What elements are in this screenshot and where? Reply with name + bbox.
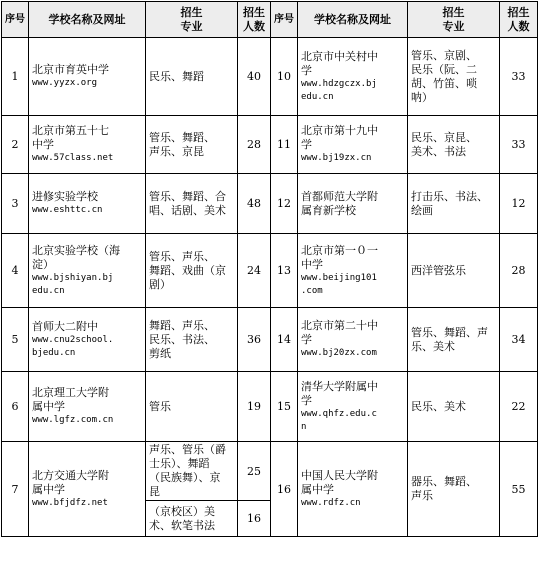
row-number: 2: [2, 116, 29, 174]
school-name-line: 北京理工大学附: [32, 386, 109, 399]
school-url-line: www.rdfz.cn: [301, 497, 361, 508]
count-cell: 33: [500, 116, 538, 174]
count-cell: 19: [238, 372, 271, 442]
school-url-line: www.hdzgczx.bj: [301, 78, 377, 89]
school-name-line: 进修实验学校: [32, 190, 98, 203]
row-number: 3: [2, 174, 29, 234]
major-line: 西洋管弦乐: [411, 263, 466, 277]
row-number: 11: [271, 116, 298, 174]
header-count: [238, 2, 271, 38]
count-cell: 24: [238, 234, 271, 308]
major-cell: [408, 234, 500, 308]
count-cell: 40: [238, 38, 271, 116]
count-cell: 28: [500, 234, 538, 308]
school-name-line: 属育新学校: [301, 203, 356, 217]
school-name-line: 学: [301, 63, 312, 77]
major-line: 打击乐、书法、: [411, 189, 488, 203]
major-cell: [146, 501, 238, 537]
school-url-line: www.bjshiyan.bj: [32, 272, 114, 283]
major-cell: [408, 116, 500, 174]
school-cell: [298, 174, 408, 234]
school-cell: [29, 116, 146, 174]
school-name-line: 北京市育英中学: [32, 63, 109, 76]
major-cell: [146, 174, 238, 234]
row-number: 16: [271, 442, 298, 537]
header-major-right-line2: 专业: [442, 19, 465, 33]
school-url-line: www.bj19zx.cn: [301, 153, 372, 163]
table-row: [2, 234, 538, 308]
row-number: 15: [271, 372, 298, 442]
count-cell: 12: [500, 174, 538, 234]
major-line: 民乐、美术: [411, 399, 466, 413]
school-name-line: 北京市中关村中: [301, 49, 378, 63]
school-cell: [298, 442, 408, 537]
table-row: [2, 38, 538, 116]
major-line: 舞蹈、声乐、: [149, 318, 215, 332]
major-line: 舞蹈、戏曲（京: [149, 263, 226, 277]
major-line: 昆: [149, 485, 160, 498]
major-line: 民乐（阮、二: [411, 62, 477, 76]
school-url-line: edu.cn: [301, 91, 334, 102]
major-line: 民乐、书法、: [149, 332, 215, 346]
school-name-line: 中学: [301, 257, 323, 271]
header-row: [2, 2, 538, 38]
school-name-line: 北京实验学校（海: [32, 243, 120, 257]
major-line: 士乐）、舞蹈: [149, 457, 210, 470]
row-number: 4: [2, 234, 29, 308]
school-url-line: www.bj20zx.com: [301, 348, 377, 358]
major-cell: [408, 174, 500, 234]
school-name-line: 属中学: [32, 400, 65, 413]
row-number: 7: [2, 442, 29, 537]
school-name-line: 北京市第十九中: [301, 124, 378, 137]
school-name-line: 学: [301, 138, 312, 151]
school-url-line: www.57class.net: [32, 153, 114, 163]
school-cell: [29, 372, 146, 442]
major-cell: [146, 234, 238, 308]
table-row: [2, 308, 538, 372]
school-url-line: .com: [301, 285, 323, 296]
school-name-line: 淀）: [32, 257, 54, 271]
school-url-line: www.cnu2school.: [32, 334, 114, 345]
school-url-line: edu.cn: [32, 285, 65, 296]
school-cell: [298, 372, 408, 442]
major-line: 声乐、京昆: [149, 144, 204, 158]
header-no-right: 序号: [271, 2, 298, 38]
major-line: 声乐: [411, 489, 433, 502]
major-line: 管乐、舞蹈、声: [411, 325, 488, 339]
row-number: 13: [271, 234, 298, 308]
count-cell: 25: [238, 442, 271, 501]
header-major-right: [408, 2, 500, 38]
major-line: （京校区）美: [149, 504, 215, 518]
count-cell: 16: [238, 501, 271, 537]
school-name-line: 北京市第二十中: [301, 319, 378, 332]
major-line: 唱、话剧、美术: [149, 203, 226, 217]
major-line: 绘画: [411, 203, 433, 217]
school-name-line: 学: [301, 333, 312, 346]
school-url-line: www.yyzx.org: [32, 78, 98, 88]
admissions-table: [1, 1, 538, 537]
school-url-line: n: [301, 421, 307, 432]
count-cell: 36: [238, 308, 271, 372]
school-name-line: 清华大学附属中: [301, 379, 378, 393]
major-cell: [408, 38, 500, 116]
major-line: 管乐、舞蹈、合: [149, 189, 226, 203]
major-cell: [146, 116, 238, 174]
school-cell: [29, 442, 146, 537]
major-line: 管乐: [149, 399, 171, 413]
major-line: 民乐、京昆、: [411, 130, 477, 144]
count-cell: 48: [238, 174, 271, 234]
school-cell: [298, 308, 408, 372]
header-no: 序号: [2, 2, 29, 38]
major-cell: [146, 442, 238, 501]
major-line: 乐、美术: [411, 339, 455, 353]
header-count-right-line1: 招生: [507, 5, 530, 19]
table-row: [2, 174, 538, 234]
school-name-line: 首都师范大学附: [301, 189, 378, 203]
major-cell: [146, 372, 238, 442]
major-line: 剧）: [149, 277, 171, 291]
school-name-line: 北京市第一０一: [301, 243, 378, 257]
major-cell: [146, 308, 238, 372]
school-url-line: www.lgfz.com.cn: [32, 415, 114, 425]
school-url-line: bjedu.cn: [32, 347, 76, 358]
school-name-line: 学: [301, 393, 312, 407]
major-line: （民族舞）、京: [149, 471, 221, 484]
school-name-line: 首师大二附中: [32, 319, 98, 333]
major-line: 呐）: [411, 90, 433, 104]
count-cell: 55: [500, 442, 538, 537]
major-line: 胡、竹笛、唢: [411, 76, 477, 90]
school-name-line: 中学: [32, 138, 54, 151]
school-url-line: www.eshttc.cn: [32, 205, 103, 215]
major-line: 术、软笔书法: [149, 518, 215, 532]
header-count-line2: 人数: [243, 19, 265, 33]
school-cell: [29, 234, 146, 308]
major-line: 剪纸: [149, 346, 171, 360]
major-line: 美术、书法: [411, 144, 466, 158]
major-cell: [408, 372, 500, 442]
school-cell: [298, 38, 408, 116]
row-number: 1: [2, 38, 29, 116]
major-cell: [408, 308, 500, 372]
major-line: 声乐、管乐（爵: [149, 443, 226, 456]
header-major-line1: 招生: [180, 5, 203, 19]
major-cell: [408, 442, 500, 537]
school-cell: [29, 308, 146, 372]
school-cell: [29, 174, 146, 234]
row-number: 12: [271, 174, 298, 234]
row-number: 14: [271, 308, 298, 372]
table-row: [2, 442, 538, 501]
school-cell: [298, 116, 408, 174]
school-name-line: 属中学: [301, 482, 334, 496]
major-line: 管乐、声乐、: [149, 249, 215, 263]
header-school-right: 学校名称及网址: [298, 2, 408, 38]
count-cell: 33: [500, 38, 538, 116]
row-number: 6: [2, 372, 29, 442]
school-name-line: 北京市第五十七: [32, 124, 109, 137]
major-line: 民乐、舞蹈: [149, 69, 204, 83]
school-name-line: 北方交通大学附: [32, 468, 109, 482]
header-count-right: [500, 2, 538, 38]
count-cell: 34: [500, 308, 538, 372]
header-count-right-line2: 人数: [507, 19, 530, 33]
row-number: 10: [271, 38, 298, 116]
row-number: 5: [2, 308, 29, 372]
header-school: 学校名称及网址: [29, 2, 146, 38]
major-line: 管乐、舞蹈、: [149, 130, 215, 144]
major-line: 管乐、京剧、: [411, 48, 477, 62]
header-major: [146, 2, 238, 38]
header-count-line1: 招生: [243, 5, 265, 19]
school-name-line: 属中学: [32, 482, 65, 496]
count-cell: 28: [238, 116, 271, 174]
header-major-right-line1: 招生: [442, 5, 465, 19]
table-row: [2, 372, 538, 442]
major-line: 器乐、舞蹈、: [411, 475, 477, 488]
header-major-line2: 专业: [180, 19, 203, 33]
school-cell: [298, 234, 408, 308]
count-cell: 22: [500, 372, 538, 442]
school-url-line: www.bfjdfz.net: [32, 497, 108, 508]
table-row: [2, 116, 538, 174]
school-name-line: 中国人民大学附: [301, 468, 378, 482]
school-url-line: www.beijing101: [301, 272, 377, 283]
school-cell: [29, 38, 146, 116]
school-url-line: www.qhfz.edu.c: [301, 408, 377, 419]
major-cell: [146, 38, 238, 116]
